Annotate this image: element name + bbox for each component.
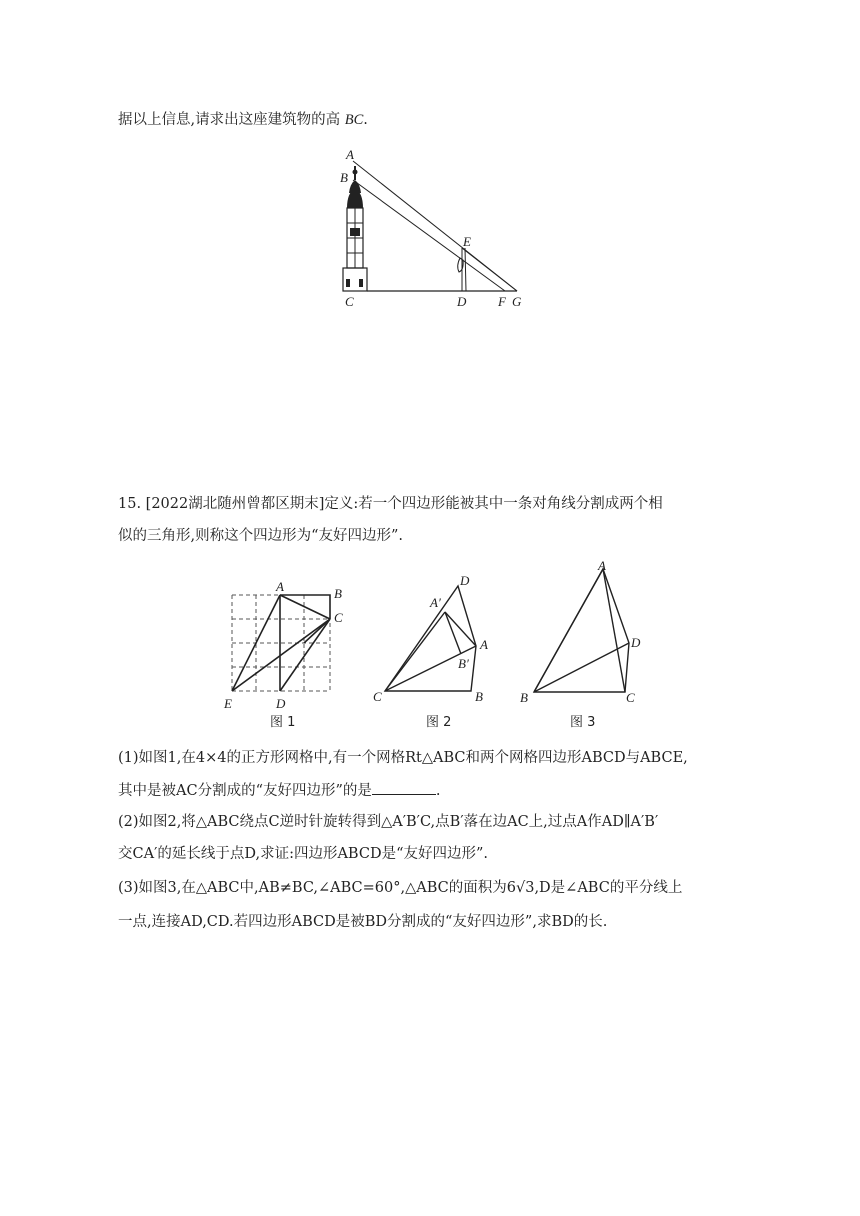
label-D: D bbox=[457, 294, 467, 309]
fig3-label-D: D bbox=[631, 635, 641, 650]
answer-blank bbox=[372, 780, 436, 795]
fig3-caption: 图 3 bbox=[570, 715, 596, 730]
fig1-label-C: C bbox=[334, 610, 343, 625]
fig1-label-A: A bbox=[276, 579, 284, 594]
fig2-label-A1: A′ bbox=[430, 595, 441, 610]
part2-line1: (2)如图2,将△ABC绕点C逆时针旋转得到△A′B′C,点B′落在边AC上,过点A作AD∥A′B′ bbox=[118, 814, 659, 830]
tower-figure bbox=[335, 148, 535, 318]
q15-line1: 15. [2022湖北随州曾都区期末]定义:若一个四边形能被其中一条对角线分割成两个相 bbox=[118, 496, 663, 512]
fig1-label-B: B bbox=[334, 586, 342, 601]
figure-3 bbox=[512, 558, 652, 730]
fig2-label-D: D bbox=[460, 573, 470, 588]
part2-line2: 交CA′的延长线于点D,求证:四边形ABCD是“友好四边形”. bbox=[118, 846, 489, 862]
part1-line1: (1)如图1,在4×4的正方形网格中,有一个网格Rt△ABC和两个网格四边形ABCD与ABCE, bbox=[118, 750, 688, 766]
label-B: B bbox=[340, 170, 348, 185]
fig2-caption: 图 2 bbox=[426, 715, 452, 730]
fig3-label-C: C bbox=[626, 690, 635, 705]
part1-line2: 其中是被AC分割成的“友好四边形”的是 . bbox=[118, 780, 441, 801]
q15-line2: 似的三角形,则称这个四边形为“友好四边形”. bbox=[118, 528, 404, 544]
label-G: G bbox=[512, 294, 522, 309]
fig2-label-B1: B′ bbox=[458, 656, 469, 671]
fig2-label-C: C bbox=[373, 689, 382, 704]
fig1-label-D: D bbox=[276, 696, 286, 711]
figure-2 bbox=[370, 573, 510, 728]
fig3-label-A: A bbox=[598, 558, 606, 573]
intro-text: 据以上信息,请求出这座建筑物的高 BC. bbox=[118, 112, 368, 128]
fig2-label-B: B bbox=[475, 689, 483, 704]
fig2-label-A: A bbox=[480, 637, 488, 652]
figure-1 bbox=[222, 578, 362, 728]
label-A: A bbox=[346, 147, 354, 162]
part3-line1: (3)如图3,在△ABC中,AB≠BC,∠ABC=60°,△ABC的面积为6√3,D是∠ABC的平分线上 bbox=[118, 880, 683, 896]
fig1-label-E: E bbox=[224, 696, 232, 711]
label-C: C bbox=[345, 294, 354, 309]
fig3-label-B: B bbox=[520, 690, 528, 705]
label-F: F bbox=[498, 294, 506, 309]
part3-line2: 一点,连接AD,CD.若四边形ABCD是被BD分割成的“友好四边形”,求BD的长. bbox=[118, 914, 608, 930]
label-E: E bbox=[463, 234, 471, 249]
fig1-caption: 图 1 bbox=[270, 715, 296, 730]
